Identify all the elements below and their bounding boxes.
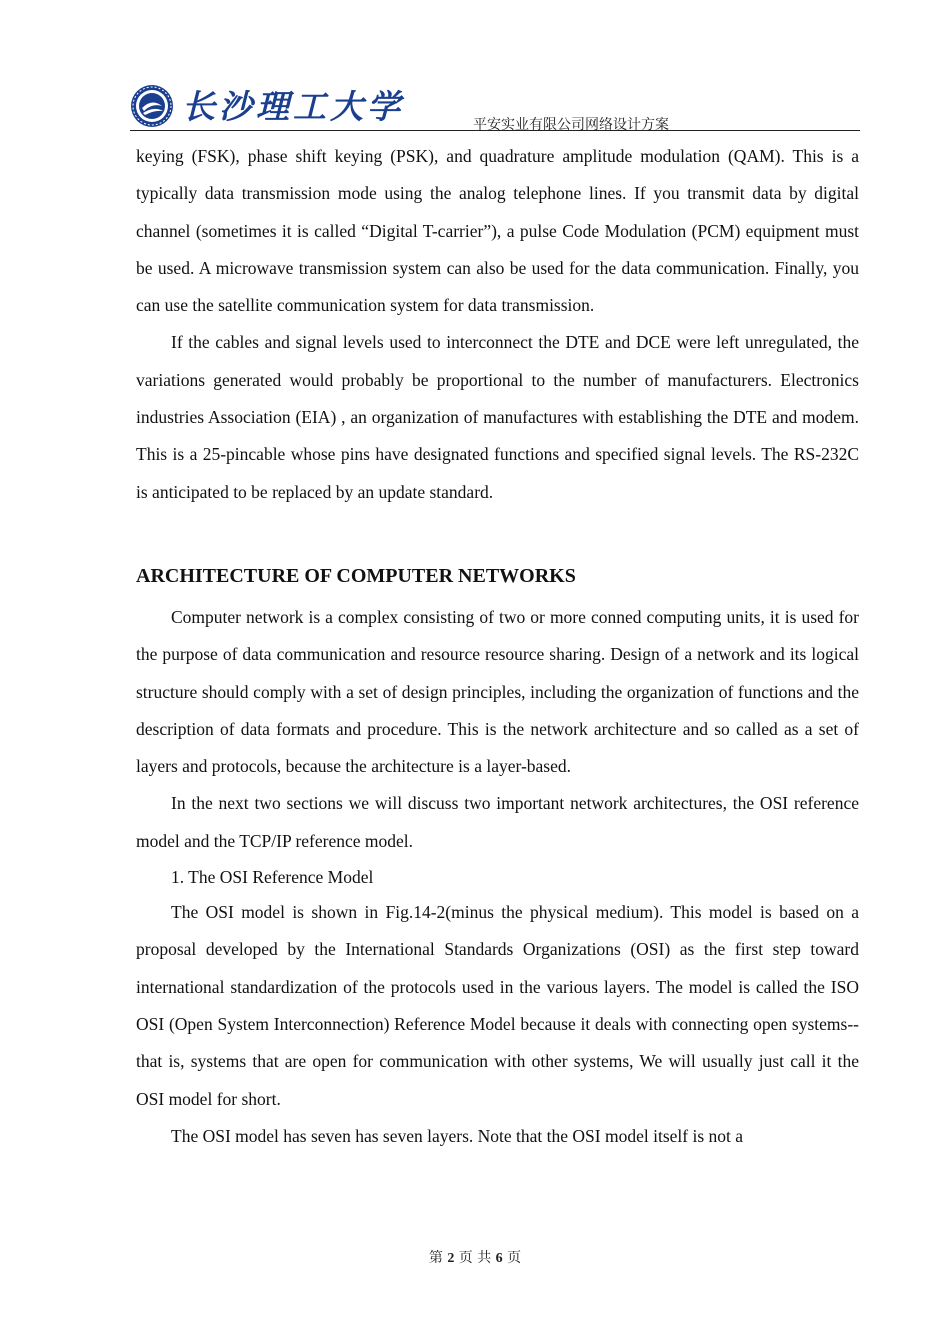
footer-middle: 页 共 [458, 1250, 492, 1266]
page-header [130, 82, 860, 132]
university-logo-text: 长沙理工大学 [182, 86, 404, 126]
university-seal-icon [130, 84, 174, 128]
paragraph-architectures-intro: In the next two sections we will discuss two important network architectures, the OSI reference model and the TCP/IP reference model. [136, 793, 859, 851]
paragraph-modulation: keying (FSK), phase shift keying (PSK), and quadrature amplitude modulation (QAM). This is a typically data transmission mode using the analog telephone lines. If you transmit data by digital channel (sometimes it is called “Digital T-carrier”), a pulse Code Modulation (PCM) equipment must be used. A microwave transmission system can also be used for the data communication. Finally, you can use the satellite communication system for data transmission. [136, 146, 859, 316]
footer-prefix: 第 [428, 1250, 443, 1266]
footer-total-pages: 6 [495, 1251, 503, 1266]
paragraph-osi-model: The OSI model is shown in Fig.14-2(minus the physical medium). This model is based on a proposal developed by the International Standards Organizations (OSI) as the first step toward international standardization of the protocols used in the various layers. The model is called the ISO OSI (Open System Interconnection) Reference Model because it deals with connecting open systems--that is, systems that are open for communication with other systems, We will usually just call it the OSI model for short. [136, 902, 859, 1109]
header-document-title: 平安实业有限公司网络设计方案 [473, 117, 669, 133]
document-body [136, 138, 859, 1155]
page-footer [0, 1247, 950, 1267]
paragraph-dte-dce: If the cables and signal levels used to interconnect the DTE and DCE were left unregulated, the variations generated would probably be proportional to the number of manufacturers. Electronics industries Association (EIA) , an organization of manufactures with establishing the DTE and modem. This is a 25-pincable whose pins have designated functions and specified signal levels. The RS-232C is anticipated to be replaced by an update standard. [136, 332, 859, 502]
paragraph-network-definition: Computer network is a complex consisting of two or more conned computing units, it is used for the purpose of data communication and resource resource sharing. Design of a network and its logical structure should comply with a set of design principles, including the organization of functions and the description of data formats and procedure. This is the network architecture and so called as a set of layers and protocols, because the architecture is a layer-based. [136, 606, 859, 777]
header-divider [130, 130, 860, 131]
section-heading: ARCHITECTURE OF COMPUTER NETWORKS [136, 564, 576, 587]
list-item-osi: 1. The OSI Reference Model [171, 867, 374, 888]
footer-page-number: 2 [447, 1251, 455, 1266]
paragraph-osi-layers: The OSI model has seven has seven layers. Note that the OSI model itself is not a [171, 1125, 744, 1146]
footer-suffix: 页 [507, 1250, 522, 1266]
